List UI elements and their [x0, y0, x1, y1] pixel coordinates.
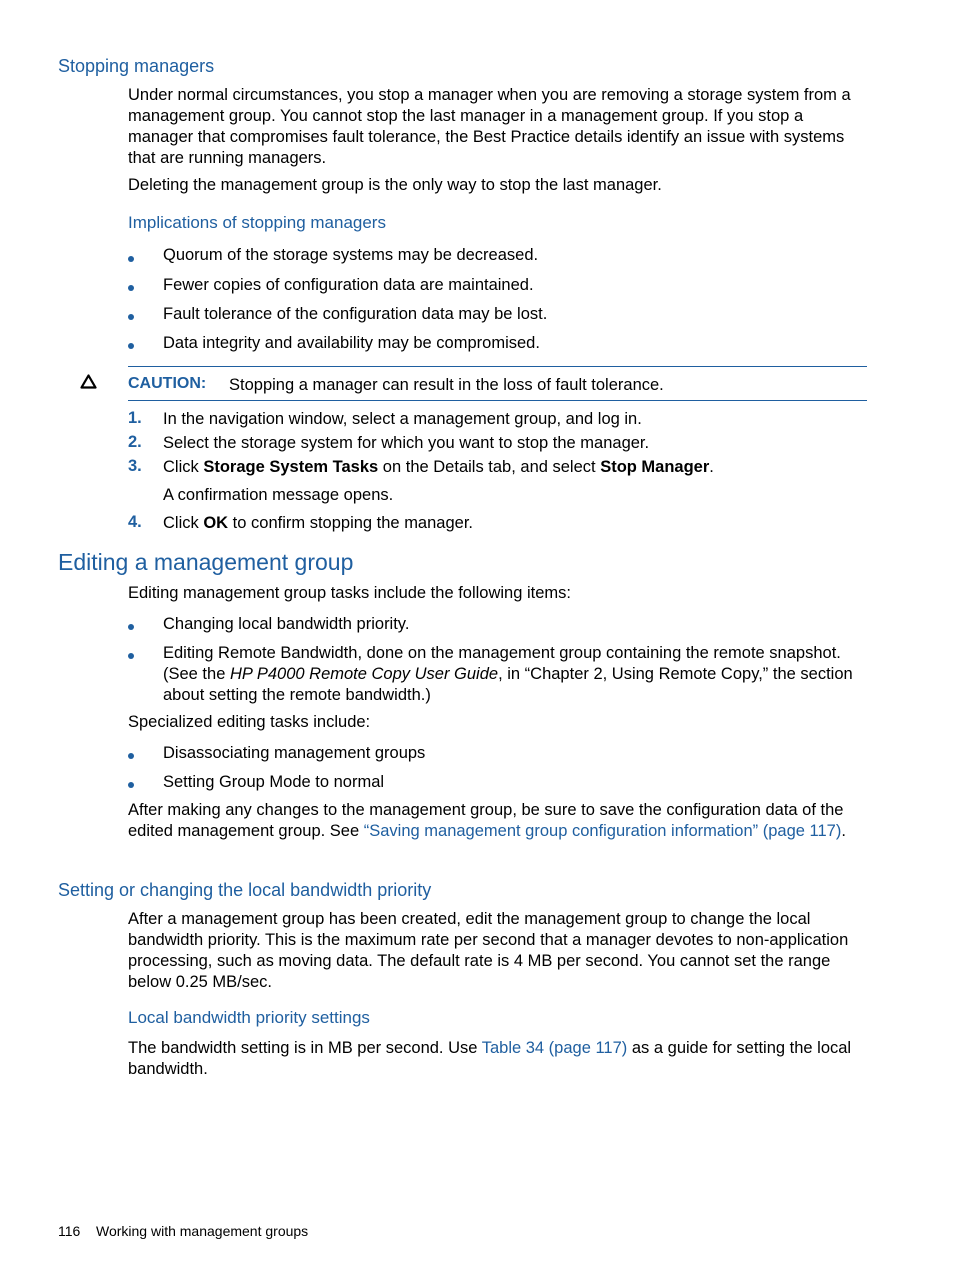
caution-label: CAUTION:	[128, 375, 207, 392]
step-number: 2.	[128, 433, 142, 451]
text-run: as a guide for setting the local bandwidth.	[128, 1039, 852, 1078]
text-run: The bandwidth setting is in MB per second. Use	[128, 1039, 482, 1057]
bullet-icon	[128, 314, 134, 320]
ui-term-storage-system-tasks: Storage System Tasks	[203, 458, 379, 476]
paragraph	[128, 1038, 868, 1080]
step-number: 3.	[128, 457, 142, 475]
bullet-icon	[128, 285, 134, 291]
step-text	[163, 513, 473, 534]
list-item: Changing local bandwidth priority.	[163, 615, 410, 633]
paragraph: Specialized editing tasks include:	[128, 713, 371, 731]
subheading-implications: Implications of stopping managers	[128, 213, 386, 232]
paragraph	[128, 800, 868, 842]
saving-config-link[interactable]: “Saving management group configuration information” (page 117)	[363, 822, 842, 840]
section-heading-stopping-managers: Stopping managers	[58, 56, 215, 76]
ui-term-stop-manager: Stop Manager	[600, 458, 710, 476]
caution-triangle-icon	[80, 374, 97, 389]
text-run: .	[841, 822, 846, 840]
bullet-icon	[128, 782, 134, 788]
caution-top-rule	[128, 366, 867, 367]
step-number: 4.	[128, 513, 142, 531]
table-34-link[interactable]: Table 34 (page 117)	[481, 1039, 628, 1057]
subheading-local-bandwidth-settings: Local bandwidth priority settings	[128, 1008, 370, 1027]
list-item: Data integrity and availability may be compromised.	[163, 334, 540, 352]
text-run: Editing Remote Bandwidth, done on the management group containing the remote snapshot. (See the	[163, 644, 841, 683]
list-item: Setting Group Mode to normal	[163, 773, 385, 791]
caution-text: Stopping a manager can result in the loss of fault tolerance.	[229, 376, 664, 394]
step-number: 1.	[128, 409, 142, 427]
ui-term-ok: OK	[203, 514, 229, 532]
section-heading-local-bandwidth: Setting or changing the local bandwidth priority	[58, 880, 432, 900]
paragraph: Under normal circumstances, you stop a manager when you are removing a storage system from a management group. You cannot stop the last manager in a management group. If you stop a manager that compromises fault tolerance, the Best Practice details identify an issue with systems that are running managers.	[128, 86, 851, 167]
step-text: In the navigation window, select a management group, and log in.	[163, 410, 642, 428]
footer-chapter-title: Working with management groups	[96, 1223, 309, 1239]
text-run: Click	[163, 514, 204, 532]
step-text	[163, 457, 714, 478]
bullet-icon	[128, 653, 134, 659]
list-item: Fault tolerance of the configuration data may be lost.	[163, 305, 548, 323]
bullet-icon	[128, 256, 134, 262]
list-item	[163, 643, 871, 706]
text-run: .	[709, 458, 714, 476]
paragraph: After a management group has been created, edit the management group to change the local bandwidth priority. This is the maximum rate per second that a manager devotes to non-application processing, such as moving data. The default rate is 4 MB per second. You cannot set the range below 0.25 MB/sec.	[128, 910, 849, 991]
bullet-icon	[128, 343, 134, 349]
step-note: A confirmation message opens.	[163, 486, 394, 504]
page-number: 116	[58, 1223, 81, 1239]
guide-title: HP P4000 Remote Copy User Guide	[229, 665, 499, 683]
text-run: After making any changes to the management group, be sure to save the configuration data of the edited management group. See	[128, 801, 844, 840]
list-item: Fewer copies of configuration data are maintained.	[163, 276, 534, 294]
bullet-icon	[128, 624, 134, 630]
caution-bottom-rule	[128, 400, 867, 401]
list-item: Disassociating management groups	[163, 744, 426, 762]
text-run: on the Details tab, and select	[378, 458, 601, 476]
paragraph: Editing management group tasks include the following items:	[128, 584, 571, 602]
section-heading-editing-management-group: Editing a management group	[58, 549, 354, 575]
list-item: Quorum of the storage systems may be decreased.	[163, 246, 539, 264]
paragraph: Deleting the management group is the only way to stop the last manager.	[128, 176, 662, 194]
bullet-icon	[128, 753, 134, 759]
text-run: to confirm stopping the manager.	[228, 514, 473, 532]
text-run: Click	[163, 458, 204, 476]
step-text: Select the storage system for which you want to stop the manager.	[163, 434, 650, 452]
text-run: , in “Chapter 2, Using Remote Copy,” the section about setting the remote bandwidth.)	[163, 665, 853, 704]
